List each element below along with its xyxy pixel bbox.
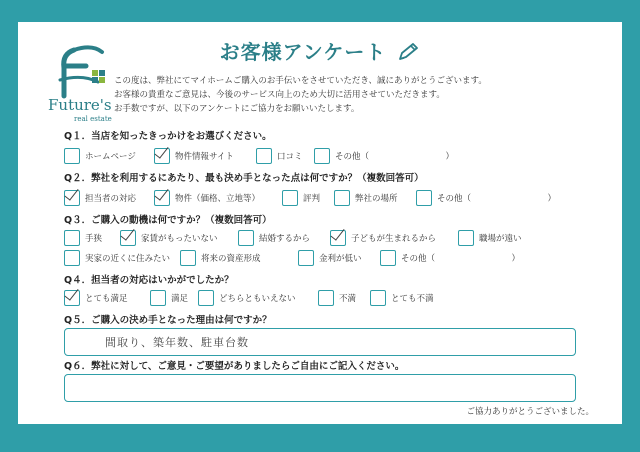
checkbox[interactable] [64,230,80,246]
q5-answer-field[interactable] [64,328,576,356]
checkbox[interactable] [380,250,396,266]
option-label: 職場が遠い [479,234,522,244]
option-label: 子どもが生まれるから [351,234,437,244]
intro-line-2: お客様の貴重なご意見は、今後のサービス向上のため大切に活用させていただきます。 [114,90,445,100]
q4-option[interactable] [150,290,188,306]
intro-line-3: お手数ですが、以下のアンケートにご協力をお願いいたします。 [114,104,360,114]
option-label: どちらともいえない [219,294,296,304]
q1-option[interactable] [256,148,303,164]
checkbox[interactable] [458,230,474,246]
q1-option[interactable] [154,148,234,164]
q2-option[interactable] [416,190,556,206]
q5-question: Q５．ご購入の決め手となった理由は何ですか？ [64,315,272,326]
option-label: 結婚するから [259,234,311,244]
brand-name: Future's [48,96,112,114]
q3-option[interactable] [238,230,310,246]
option-label: その他（ ） [401,254,521,264]
q4-option[interactable] [198,290,296,306]
checkbox[interactable] [198,290,214,306]
q2-option[interactable] [64,190,136,206]
pencil-icon [398,43,420,61]
checkbox[interactable] [150,290,166,306]
survey-sheet [18,22,622,424]
option-label: とても満足 [85,294,128,304]
q1-option[interactable] [64,148,136,164]
q4-question: Q４．担当者の対応はいかがでしたか？ [64,275,234,286]
q3-option[interactable] [458,230,522,246]
option-label: 実家の近くに住みたい [85,254,171,264]
option-label: とても不満 [391,294,434,304]
option-label: その他（ ） [335,152,455,162]
checkbox[interactable] [64,148,80,164]
option-label: 評判 [303,194,321,204]
checkbox[interactable] [238,230,254,246]
option-label: 口コミ [277,152,303,162]
q3-option[interactable] [64,230,102,246]
checkbox[interactable] [370,290,386,306]
checkbox[interactable] [314,148,330,164]
checkbox-checked[interactable] [64,290,80,306]
option-label: その他（ ） [437,194,557,204]
thanks-text: ご協力ありがとうございました。 [466,407,594,417]
checkbox[interactable] [64,250,80,266]
brand-subtitle: real estate [74,115,112,123]
q2-option[interactable] [334,190,398,206]
q3-option[interactable] [298,250,362,266]
q3-question: Q３．ご購入の動機は何ですか？（複数回答可） [64,215,272,226]
option-label: 弊社の場所 [355,194,398,204]
option-label: 金利が低い [319,254,362,264]
q1-option[interactable] [314,148,454,164]
checkbox[interactable] [298,250,314,266]
q5-answer-text: 間取り、築年数、駐車台数 [105,336,249,349]
option-label: ホームページ [85,152,136,162]
checkbox-checked[interactable] [64,190,80,206]
option-label: 手狭 [85,234,103,244]
option-label: 物件情報サイト [175,152,234,162]
option-label: 家賃がもったいない [141,234,218,244]
q1-question: Q１．当店を知ったきっかけをお選びください。 [64,131,272,142]
q4-option[interactable] [370,290,434,306]
checkbox-checked[interactable] [154,190,170,206]
q3-option[interactable] [120,230,218,246]
q2-question: Q２．弊社を利用するにあたり、最も決め手となった点は何ですか？（複数回答可） [64,173,424,184]
checkbox[interactable] [256,148,272,164]
q3-option[interactable] [380,250,520,266]
checkbox[interactable] [416,190,432,206]
option-label: 不満 [339,294,357,304]
q3-option[interactable] [64,250,170,266]
q3-option[interactable] [330,230,436,246]
option-label: 担当者の対応 [85,194,137,204]
checkbox-checked[interactable] [154,148,170,164]
checkbox-checked[interactable] [330,230,346,246]
q4-option[interactable] [64,290,128,306]
q4-option[interactable] [318,290,356,306]
checkbox[interactable] [318,290,334,306]
option-label: 物件（価格、立地等） [175,194,261,204]
q6-answer-field[interactable] [64,374,576,402]
intro-line-1: この度は、弊社にてマイホームご購入のお手伝いをさせていただき、誠にありがとうございます。 [114,76,487,86]
q2-option[interactable] [282,190,320,206]
q2-option[interactable] [154,190,260,206]
checkbox[interactable] [334,190,350,206]
option-label: 満足 [171,294,189,304]
checkbox[interactable] [282,190,298,206]
q3-option[interactable] [180,250,261,266]
title-text: お客様アンケート [219,40,387,64]
checkbox[interactable] [180,250,196,266]
option-label: 将来の資産形成 [201,254,261,264]
page-title [18,36,622,65]
checkbox-checked[interactable] [120,230,136,246]
q6-question: Q６．弊社に対して、ご意見・ご要望がありましたらご自由にご記入ください。 [64,361,405,372]
